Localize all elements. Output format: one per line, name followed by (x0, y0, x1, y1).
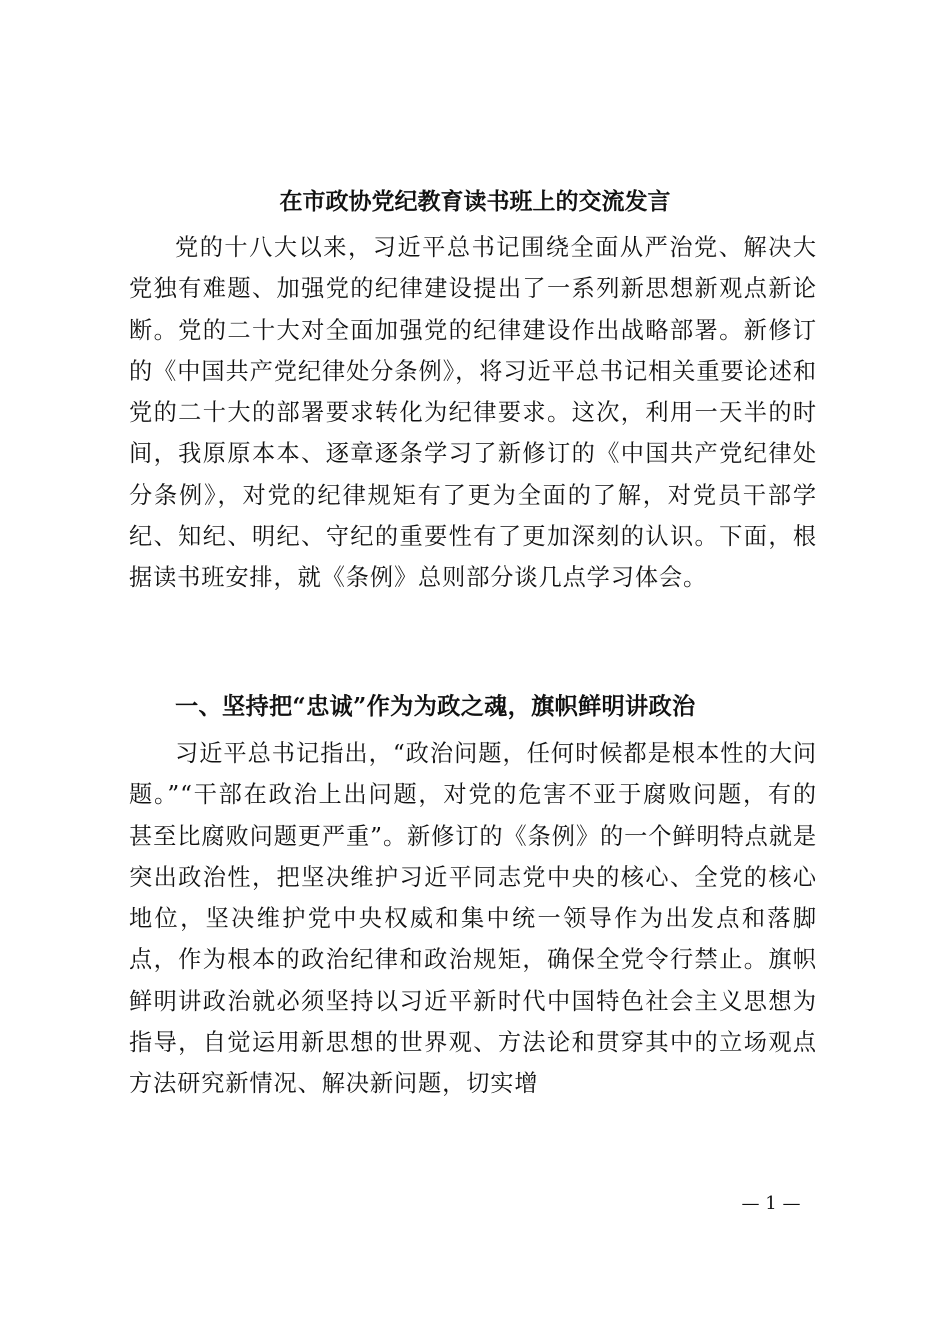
document-title: 在市政协党纪教育读书班上的交流发言 (279, 188, 671, 215)
section-heading-1: 一、坚持把“忠诚”作为为政之魂，旗帜鲜明讲政治 (175, 693, 696, 720)
paragraph-intro: 党的十八大以来，习近平总书记围绕全面从严治党、解决大党独有难题、加强党的纪律建设提出了一系列新思想新观点新论断。党的二十大对全面加强党的纪律建设作出战略部署。新修订的《中国共产党纪律处分条例》，将习近平总书记相关重要论述和党的二十大的部署要求转化为纪律要求。这次，利用一天半的时间，我原原本本、逐章逐条学习了新修订的《中国共产党纪律处分条例》，对党的纪律规矩有了更为全面的了解，对党员干部学纪、知纪、明纪、守纪的重要性有了更加深刻的认识。下面，根据读书班安排，就《条例》总则部分谈几点学习体会。 (129, 234, 817, 592)
page-number: — 1 — (741, 1193, 801, 1214)
paragraph-section-1: 习近平总书记指出，“政治问题，任何时候都是根本性的大问题。”“干部在政治上出问题，对党的危害不亚于腐败问题，有的甚至比腐败问题更严重”。新修订的《条例》的一个鲜明特点就是突出政治性，把坚决维护习近平同志党中央的核心、全党的核心地位，坚决维护党中央权威和集中统一领导作为出发点和落脚点，作为根本的政治纪律和政治规矩，确保全党令行禁止。旗帜鲜明讲政治就必须坚持以习近平新时代中国特色社会主义思想为指导，自觉运用新思想的世界观、方法论和贯穿其中的立场观点方法研究新情况、解决新问题，切实增 (129, 740, 817, 1098)
